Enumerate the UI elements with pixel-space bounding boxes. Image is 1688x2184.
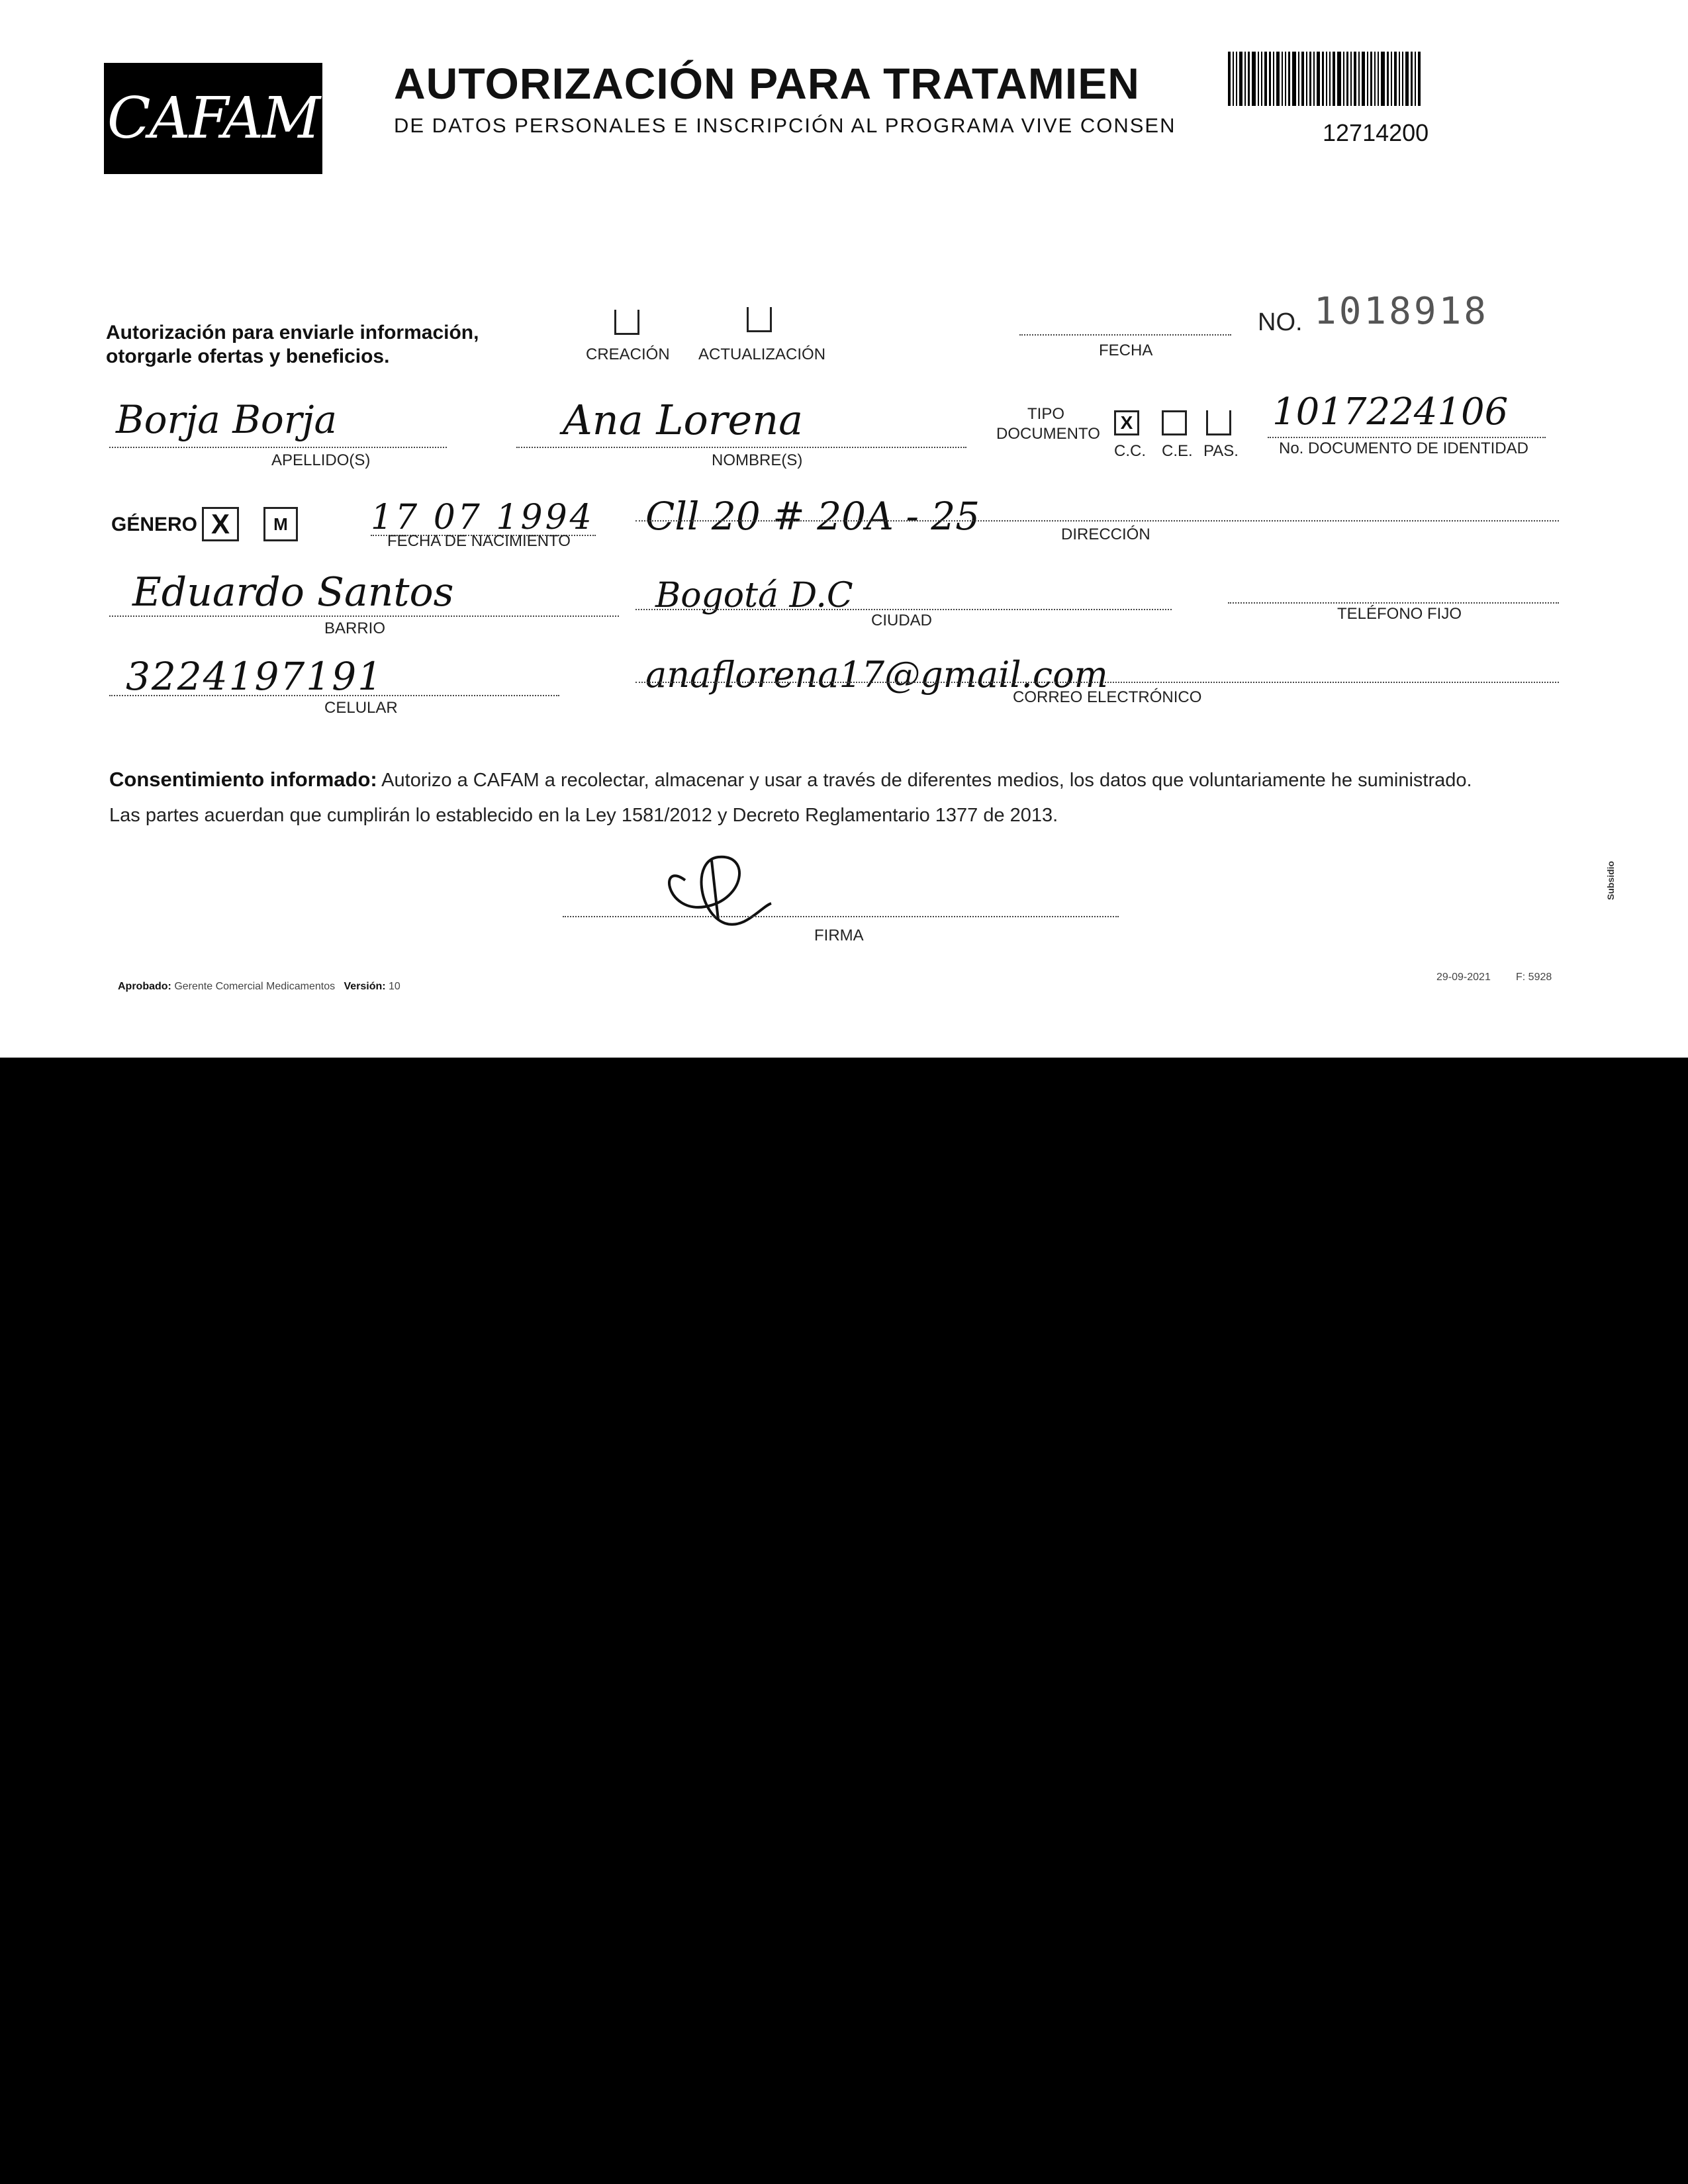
- barcode-bar: [1391, 52, 1392, 106]
- barcode: [1228, 52, 1493, 106]
- email-value[interactable]: anaflorena17@gmail.com: [645, 654, 1108, 696]
- barcode-bar: [1405, 52, 1409, 106]
- barcode-bar: [1329, 52, 1331, 106]
- barcode-bar: [1402, 52, 1403, 106]
- barcode-bar: [1350, 52, 1352, 106]
- apellidos-line: [109, 447, 447, 448]
- footer-code: F: 5928: [1516, 972, 1552, 983]
- barcode-bar: [1301, 52, 1304, 106]
- address-value[interactable]: Cll 20 # 20A - 25: [645, 494, 980, 539]
- consent-text-1: Autorizo a CAFAM a recolectar, almacenar y usar a través de diferentes medios, los datos que voluntariamente he suministrado.: [377, 770, 1472, 791]
- firma-label: FIRMA: [814, 927, 864, 944]
- barcode-bar: [1337, 52, 1341, 106]
- barcode-bar: [1228, 52, 1231, 106]
- genero-label: GÉNERO: [111, 514, 198, 535]
- cc-label: C.C.: [1114, 442, 1146, 460]
- barcode-bar: [1343, 52, 1344, 106]
- nombres-value[interactable]: Ana Lorena: [563, 396, 804, 444]
- genero-m-checkbox[interactable]: [263, 507, 298, 541]
- barcode-bar: [1258, 52, 1259, 106]
- barcode-bar: [1309, 52, 1311, 106]
- barcode-bar: [1415, 52, 1416, 106]
- barcode-bar: [1346, 52, 1348, 106]
- document-number-value[interactable]: 1017224106: [1272, 390, 1509, 433]
- pas-checkbox[interactable]: [1206, 410, 1231, 435]
- authorization-label-line2: otorgarle ofertas y beneficios.: [106, 345, 390, 367]
- aprobado-value: Gerente Comercial Medicamentos: [174, 981, 336, 992]
- birth-date-label: FECHA DE NACIMIENTO: [387, 532, 571, 550]
- actualizacion-checkbox[interactable]: [747, 307, 772, 332]
- consent-heading: Consentimiento informado:: [109, 768, 377, 791]
- barcode-bar: [1418, 52, 1421, 106]
- side-subsidio-text: Subsidio: [1605, 860, 1616, 900]
- tipo-label: TIPO: [1027, 405, 1065, 423]
- direccion-label: DIRECCIÓN: [1061, 525, 1150, 543]
- ciudad-label: CIUDAD: [871, 612, 933, 629]
- barrio-value[interactable]: Eduardo Santos: [132, 569, 454, 615]
- form-number: 1018918: [1314, 290, 1489, 333]
- barcode-bar: [1269, 52, 1271, 106]
- barcode-bar: [1292, 52, 1296, 106]
- form-title: AUTORIZACIÓN PARA TRATAMIEN: [394, 59, 1140, 108]
- barcode-bar: [1374, 52, 1376, 106]
- celular-value[interactable]: 3224197191: [126, 654, 384, 699]
- version-label: Versión:: [344, 981, 386, 992]
- barcode-bar: [1233, 52, 1234, 106]
- apellidos-value[interactable]: Borja Borja: [116, 397, 338, 442]
- ce-label: C.E.: [1162, 442, 1193, 460]
- form-sheet: [0, 0, 1688, 1058]
- barcode-bar: [1387, 52, 1389, 106]
- nombres-label: NOMBRE(S): [712, 451, 803, 469]
- telefono-line: [1228, 602, 1559, 604]
- barcode-bar: [1378, 52, 1379, 106]
- barcode-bar: [1333, 52, 1335, 106]
- barcode-bar: [1298, 52, 1299, 106]
- fecha-line: [1019, 334, 1231, 336]
- barcode-bar: [1306, 52, 1307, 106]
- barcode-number: 12714200: [1323, 119, 1429, 146]
- apellidos-label: APELLIDO(S): [271, 451, 371, 469]
- ciudad-value[interactable]: Bogotá D.C: [655, 576, 853, 615]
- barcode-bar: [1358, 52, 1360, 106]
- barcode-bar: [1282, 52, 1283, 106]
- barcode-bar: [1370, 52, 1372, 106]
- barcode-bar: [1248, 52, 1250, 106]
- cc-mark: X: [1120, 412, 1133, 433]
- barcode-bar: [1326, 52, 1327, 106]
- nombres-line: [516, 447, 966, 448]
- barcode-bar: [1236, 52, 1237, 106]
- genero-m-label: M: [273, 514, 288, 534]
- barcode-bar: [1367, 52, 1368, 106]
- creacion-label: CREACIÓN: [586, 345, 670, 363]
- form-number-label: NO.: [1258, 308, 1303, 336]
- firma-line: [563, 916, 1119, 917]
- actualizacion-label: ACTUALIZACIÓN: [698, 345, 826, 363]
- barcode-bar: [1244, 52, 1246, 106]
- document-number-line: [1268, 437, 1546, 438]
- barcode-bar: [1276, 52, 1280, 106]
- ciudad-line: [635, 609, 1172, 610]
- document-number-label: No. DOCUMENTO DE IDENTIDAD: [1279, 439, 1528, 457]
- barcode-bar: [1322, 52, 1324, 106]
- barrio-label: BARRIO: [324, 619, 386, 637]
- aprobado-label: Aprobado:: [118, 981, 171, 992]
- ce-checkbox[interactable]: [1162, 410, 1187, 435]
- barcode-bar: [1381, 52, 1385, 106]
- barcode-bar: [1362, 52, 1365, 106]
- barcode-bar: [1411, 52, 1413, 106]
- celular-line: [109, 695, 559, 696]
- footer-date: 29-09-2021: [1436, 972, 1491, 983]
- creacion-checkbox[interactable]: [614, 310, 639, 335]
- consent-paragraph: [109, 768, 1579, 792]
- barcode-bar: [1313, 52, 1315, 106]
- logo-text: CAFAM: [107, 85, 320, 152]
- version-value: 10: [389, 981, 400, 992]
- genero-f-checkbox[interactable]: [202, 507, 239, 541]
- barcode-bar: [1354, 52, 1356, 106]
- fecha-label: FECHA: [1099, 341, 1153, 359]
- footer-aprobado: [118, 981, 400, 993]
- cafam-logo: [104, 63, 322, 174]
- telefono-label: TELÉFONO FIJO: [1337, 605, 1462, 623]
- signature-drawing: [645, 841, 798, 933]
- email-line: [635, 682, 1559, 683]
- documento-label: DOCUMENTO: [996, 425, 1100, 443]
- consent-text-2: Las partes acuerdan que cumplirán lo establecido en la Ley 1581/2012 y Decreto Reglamentario 1377 de 2013.: [109, 805, 1058, 826]
- birth-date-value[interactable]: 17 07 1994: [371, 498, 594, 537]
- barcode-bar: [1394, 52, 1397, 106]
- cc-checkbox[interactable]: [1114, 410, 1139, 435]
- barcode-bar: [1317, 52, 1320, 106]
- barcode-bar: [1264, 52, 1267, 106]
- barcode-bar: [1239, 52, 1243, 106]
- barcode-bar: [1252, 52, 1256, 106]
- email-label: CORREO ELECTRÓNICO: [1013, 688, 1202, 706]
- celular-label: CELULAR: [324, 699, 398, 717]
- barcode-bar: [1285, 52, 1286, 106]
- barcode-bar: [1273, 52, 1274, 106]
- genero-f-mark: X: [211, 508, 230, 539]
- authorization-label-line1: Autorización para enviarle información,: [106, 322, 479, 343]
- barcode-bar: [1288, 52, 1290, 106]
- barcode-bar: [1261, 52, 1262, 106]
- barrio-line: [109, 615, 619, 617]
- pas-label: PAS.: [1203, 442, 1239, 460]
- barcode-bar: [1399, 52, 1400, 106]
- address-line: [635, 520, 1559, 522]
- form-subtitle: DE DATOS PERSONALES E INSCRIPCIÓN AL PROGRAMA VIVE CONSEN: [394, 114, 1176, 137]
